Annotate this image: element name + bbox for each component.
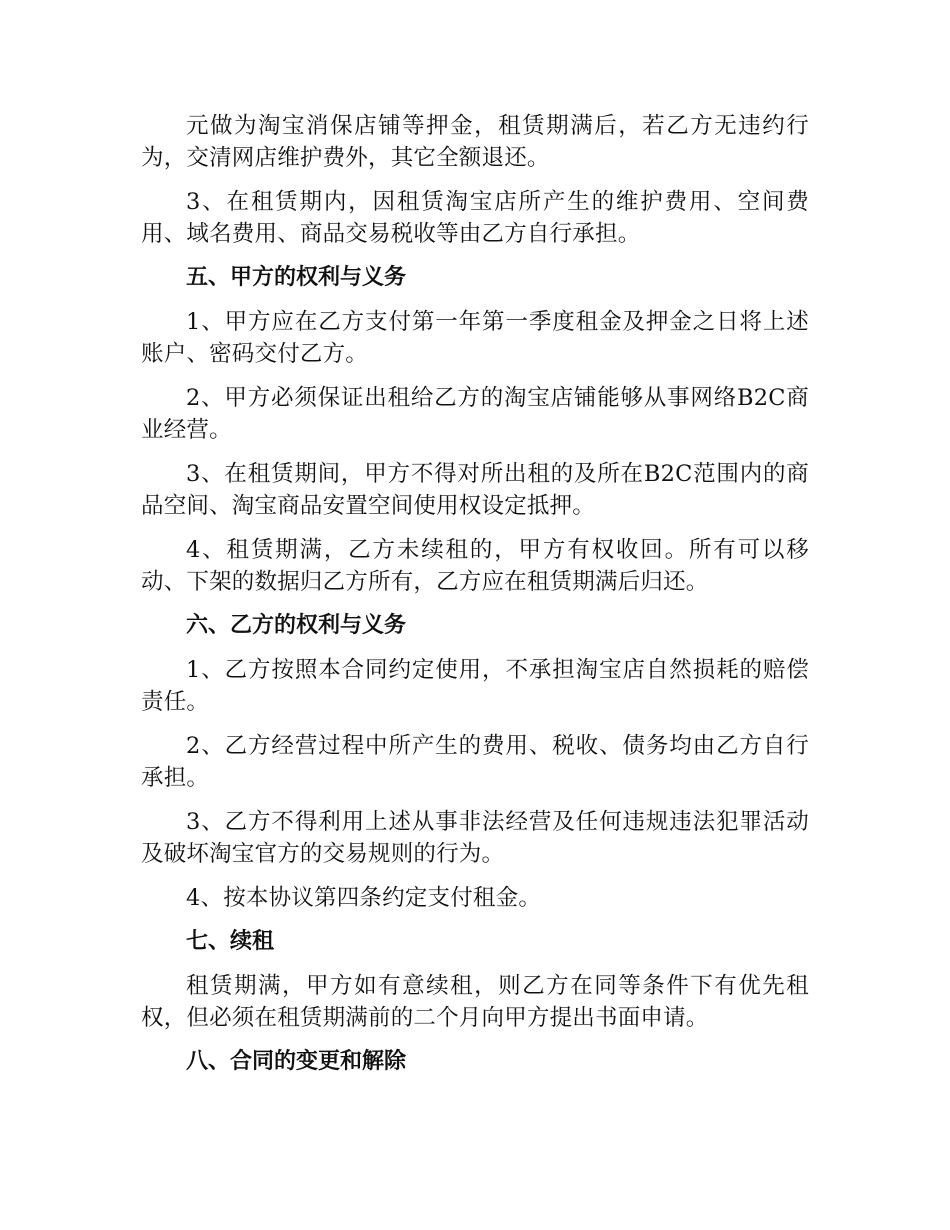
paragraph-b-clause-1: 1、乙方按照本合同约定使用，不承担淘宝店自然损耗的赔偿责任。 bbox=[141, 657, 809, 715]
paragraph-maintenance-costs: 3、在租赁期内，因租赁淘宝店所产生的维护费用、空间费用、域名费用、商品交易税收等由乙方自行承担。 bbox=[141, 189, 809, 247]
paragraph-a-clause-3: 3、在租赁期间，甲方不得对所出租的及所在B2C范围内的商品空间、淘宝商品安置空间使用权设定抵押。 bbox=[141, 461, 809, 519]
paragraph-b-clause-2: 2、乙方经营过程中所产生的费用、税收、债务均由乙方自行承担。 bbox=[141, 733, 809, 791]
paragraph-a-clause-2: 2、甲方必须保证出租给乙方的淘宝店铺能够从事网络B2C商业经营。 bbox=[141, 385, 809, 443]
document-body bbox=[141, 110, 809, 1090]
paragraph-a-clause-4: 4、租赁期满，乙方未续租的，甲方有权收回。所有可以移动、下架的数据归乙方所有，乙方应在租赁期满后归还。 bbox=[141, 537, 809, 595]
section-heading-contract-change: 八、合同的变更和解除 bbox=[186, 1049, 407, 1074]
section-heading-party-b-rights: 六、乙方的权利与义务 bbox=[186, 613, 407, 638]
paragraph-b-clause-3: 3、乙方不得利用上述从事非法经营及任何违规违法犯罪活动及破坏淘宝官方的交易规则的行为。 bbox=[141, 809, 809, 867]
paragraph-renewal: 租赁期满，甲方如有意续租，则乙方在同等条件下有优先租权，但必须在租赁期满前的二个月向甲方提出书面申请。 bbox=[141, 973, 809, 1031]
paragraph-a-clause-1: 1、甲方应在乙方支付第一年第一季度租金及押金之日将上述账户、密码交付乙方。 bbox=[141, 309, 809, 367]
section-heading-party-a-rights: 五、甲方的权利与义务 bbox=[186, 265, 407, 290]
paragraph-b-clause-4: 4、按本协议第四条约定支付租金。 bbox=[186, 885, 542, 911]
section-heading-renewal: 七、续租 bbox=[186, 929, 275, 954]
paragraph-deposit-refund: 元做为淘宝消保店铺等押金，租赁期满后，若乙方无违约行为，交清网店维护费外，其它全额退还。 bbox=[141, 113, 809, 171]
